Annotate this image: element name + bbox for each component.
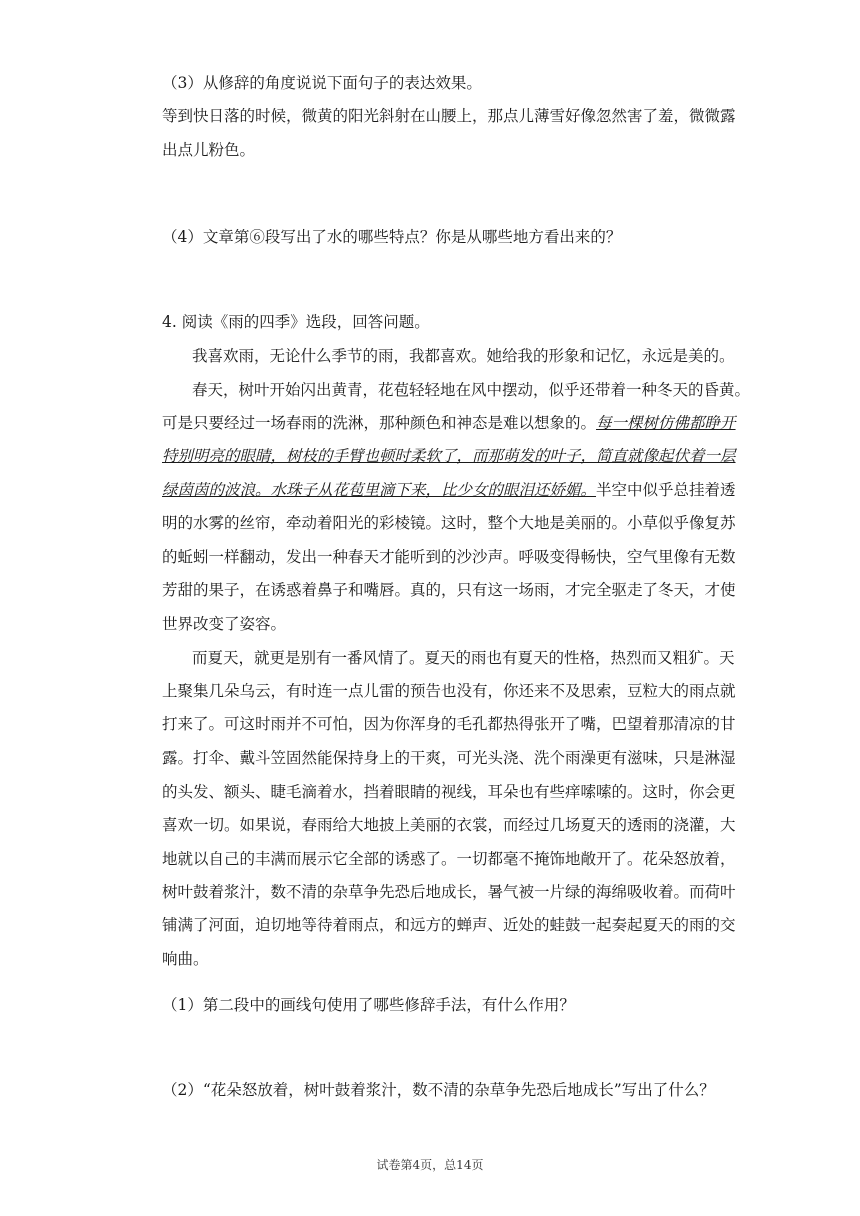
q3-heading: （3）从修辞的角度说说下面句子的表达效果。 — [162, 74, 482, 92]
passage-p2-line-2 — [162, 413, 736, 433]
section4-q2: （2）“花朵怒放着，树叶鼓着浆汁，数不清的杂草争先恐后地成长”写出了什么？ — [162, 1081, 715, 1099]
passage-p3-line-5: 的头发、额头、睫毛滴着水，挡着眼睛的视线，耳朵也有些痒嗦嗦的。这时，你会更 — [162, 783, 736, 801]
passage-p3-line-10: 响曲。 — [162, 950, 209, 968]
q3-sentence-line-2: 出点儿粉色。 — [162, 141, 256, 159]
passage-p3-line-2: 上聚集几朵乌云，有时连一点儿雷的预告也没有，你还来不及思索，豆粒大的雨点就 — [162, 682, 736, 700]
page-footer: 试卷第4页，总14页 — [376, 1158, 484, 1172]
passage-p2-line-1: 春天，树叶开始闪出黄青，花苞轻轻地在风中摆动，似乎还带着一种冬天的昏黄。 — [192, 381, 751, 399]
passage-p2-line-7: 芳甜的果子，在诱惑着鼻子和嘴唇。真的，只有这一场雨，才完全驱走了冬天，才使 — [162, 581, 736, 599]
passage-p3-line-7: 地就以自己的丰满而展示它全部的诱惑了。一切都毫不掩饰地敞开了。花朵怒放着， — [162, 850, 736, 868]
underlined-sentence-part-3: 绿茵茵的波浪。水珠子从花苞里滴下来，比少女的眼泪还娇媚。 — [162, 481, 597, 499]
passage-p3-line-1: 而夏天，就更是别有一番风情了。夏天的雨也有夏天的性格，热烈而又粗犷。天 — [192, 649, 735, 667]
underlined-sentence-part-2: 特别明亮的眼睛，树枝的手臂也顿时柔软了，而那萌发的叶子，简直就像起伏着一层 — [162, 447, 736, 465]
passage-paragraph-1: 我喜欢雨，无论什么季节的雨，我都喜欢。她给我的形象和记忆，永远是美的。 — [192, 347, 735, 365]
underlined-sentence-part-1: 每一棵树仿佛都睁开 — [596, 414, 736, 432]
q3-sentence-line-1: 等到快日落的时候，微黄的阳光斜射在山腰上，那点儿薄雪好像忽然害了羞，微微露 — [162, 107, 736, 125]
passage-p2-line-6: 的蚯蚓一样翻动，发出一种春天才能听到的沙沙声。呼吸变得畅快，空气里像有无数 — [162, 548, 736, 566]
q4-heading: （4）文章第⑥段写出了水的哪些特点？你是从哪些地方看出来的？ — [162, 228, 622, 246]
section4-q1: （1）第二段中的画线句使用了哪些修辞手法，有什么作用？ — [162, 996, 575, 1014]
section4-title: 4. 阅读《雨的四季》选段，回答问题。 — [162, 313, 430, 331]
passage-p2-line-4-text: 半空中似乎总挂着透 — [596, 481, 736, 499]
passage-p3-line-3: 打来了。可这时雨并不可怕，因为你浑身的毛孔都热得张开了嘴，巴望着那清凉的甘 — [162, 715, 736, 733]
passage-p2-line-5: 明的水雾的丝帘，牵动着阳光的彩棱镜。这时，整个大地是美丽的。小草似乎像复苏 — [162, 514, 736, 532]
passage-p3-line-4: 露。打伞、戴斗笠固然能保持身上的干爽，可光头浇、洗个雨澡更有滋味，只是淋湿 — [162, 749, 736, 767]
passage-p2-line-4 — [162, 480, 736, 500]
passage-p2-line-8: 世界改变了姿容。 — [162, 615, 287, 633]
passage-p2-line-2-text: 可是只要经过一场春雨的洗淋，那种颜色和神态是难以想象的。 — [162, 414, 597, 432]
passage-p3-line-8: 树叶鼓着浆汁，数不清的杂草争先恐后地成长，暑气被一片绿的海绵吸收着。而荷叶 — [162, 883, 736, 901]
passage-p3-line-6: 喜欢一切。如果说，春雨给大地披上美丽的衣裳，而经过几场夏天的透雨的浇灌，大 — [162, 816, 736, 834]
passage-p3-line-9: 铺满了河面，迫切地等待着雨点，和远方的蝉声、近处的蛙鼓一起奏起夏天的雨的交 — [162, 916, 736, 934]
